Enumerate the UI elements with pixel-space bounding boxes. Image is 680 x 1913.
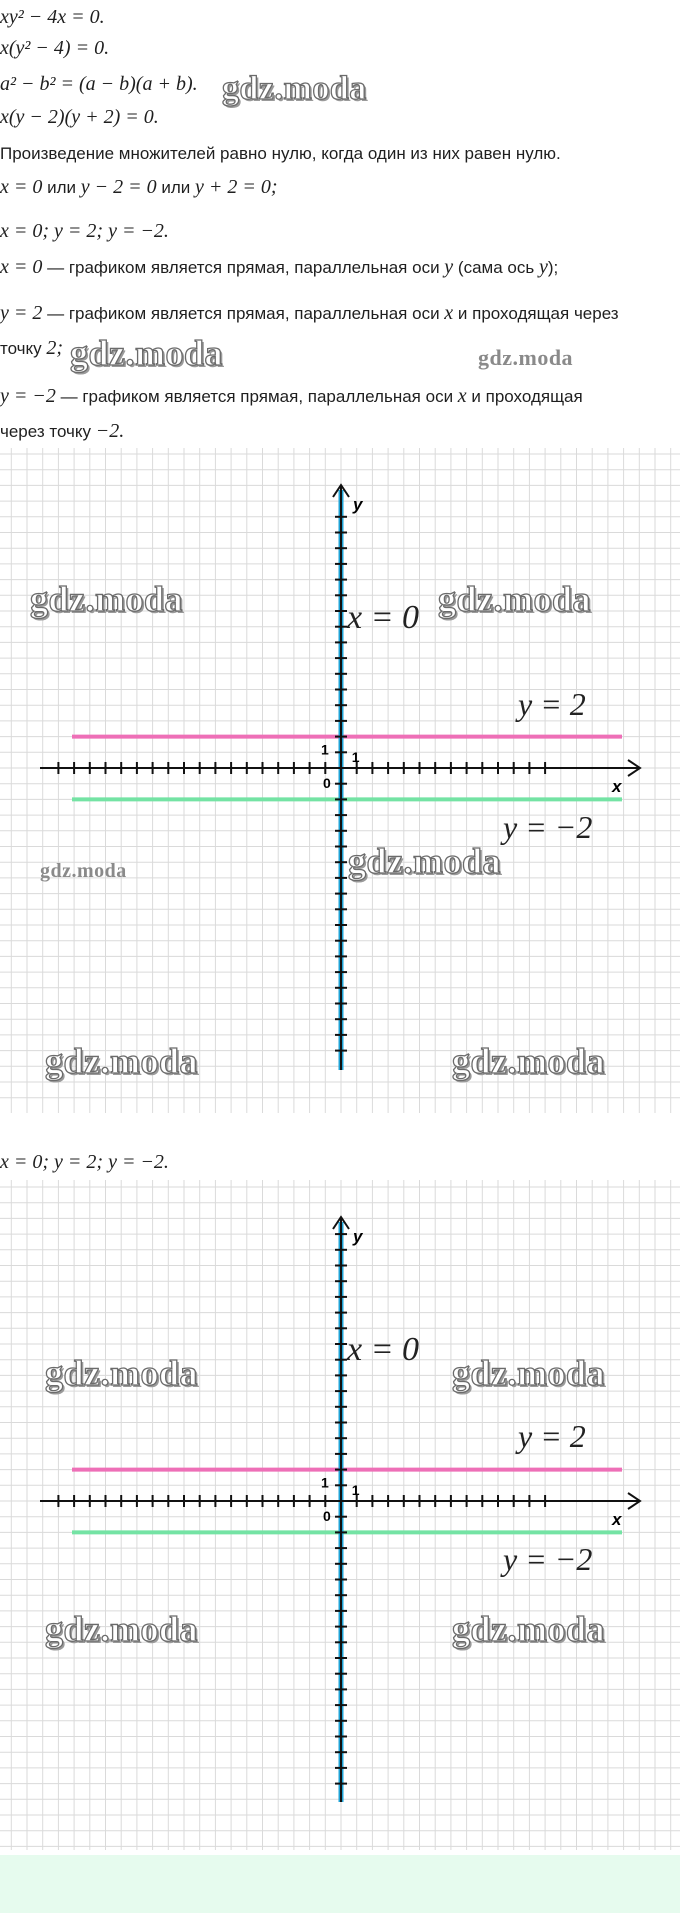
watermark: gdz.moda — [45, 1609, 199, 1649]
equation-1: xy² − 4x = 0. — [0, 6, 105, 28]
point-value: −2. — [95, 420, 125, 442]
axis-name: y — [444, 256, 454, 278]
axis-name: x — [444, 302, 454, 324]
desc-text: точку — [0, 339, 47, 358]
desc-text: и проходящая через — [453, 304, 619, 323]
point-value: 2; — [46, 337, 64, 359]
origin-label: 0 — [323, 775, 331, 791]
desc-text: (сама ось — [453, 258, 539, 277]
desc-text: через точку — [0, 422, 96, 441]
label-y-equals-2: y = 2 — [518, 1418, 586, 1454]
watermark: gdz.moda — [45, 1353, 199, 1393]
equation-2: x(y² − 4) = 0. — [0, 37, 110, 59]
eq-x0: x = 0 — [0, 256, 43, 278]
description-y2-cont — [0, 337, 63, 360]
description-x0 — [0, 256, 558, 279]
unit-x-label: 1 — [351, 749, 360, 765]
watermark: gdz.moda — [70, 333, 224, 373]
case-x0: x = 0 — [0, 176, 43, 198]
x-axis-label: x — [612, 777, 622, 796]
or-word: или — [47, 178, 77, 197]
desc-text: — графиком является прямая, параллельная оси — [42, 258, 445, 277]
description-y2 — [0, 302, 619, 325]
x-axis-label: x — [612, 1510, 622, 1529]
coordinate-plane — [0, 1180, 680, 1850]
desc-text: — графиком является прямая, параллельная оси — [55, 387, 458, 406]
watermark: gdz.moda — [222, 70, 367, 107]
eq-ym2: y = −2 — [0, 385, 56, 407]
watermark: gdz.moda — [452, 1609, 606, 1649]
label-x-equals-0: x = 0 — [347, 1331, 420, 1368]
label-y-equals-minus-2: y = −2 — [503, 809, 593, 845]
y-axis-label: y — [353, 495, 363, 514]
label-y-equals-minus-2: y = −2 — [503, 1541, 593, 1577]
equation-4: x(y − 2)(y + 2) = 0. — [0, 106, 159, 128]
watermark: gdz.moda — [45, 1041, 199, 1081]
equation-3: a² − b² = (a − b)(a + b). — [0, 73, 198, 95]
unit-x-label: 1 — [351, 1482, 360, 1498]
watermark: gdz.moda — [30, 579, 184, 619]
case-y-minus-2: y − 2 = 0 — [80, 176, 157, 198]
solutions-line-repeat: x = 0; y = 2; y = −2. — [0, 1151, 169, 1173]
coordinate-plane — [0, 448, 680, 1113]
watermark: gdz.moda — [348, 841, 502, 881]
watermark: gdz.moda — [438, 579, 592, 619]
desc-text: и проходящая — [466, 387, 583, 406]
desc-text: ); — [547, 258, 559, 277]
desc-text: — графиком является прямая, параллельная оси — [42, 304, 445, 323]
watermark: gdz.moda — [40, 860, 127, 882]
unit-y-label: 1 — [321, 741, 329, 758]
axis-name: x — [457, 385, 467, 407]
axis-name: y — [538, 256, 548, 278]
label-x-equals-0: x = 0 — [347, 599, 420, 636]
graph-1 — [0, 448, 680, 1113]
origin-label: 0 — [323, 1508, 331, 1524]
bottom-band — [0, 1855, 680, 1913]
statement-text: Произведение множителей равно нулю, когда один из них равен нулю. — [0, 144, 561, 163]
y-axis-label: y — [353, 1227, 363, 1246]
watermark: gdz.moda — [478, 345, 574, 370]
graph-2 — [0, 1180, 680, 1850]
watermark: gdz.moda — [452, 1041, 606, 1081]
eq-y2: y = 2 — [0, 302, 43, 324]
description-ym2 — [0, 385, 583, 408]
axis-ticks — [58, 1234, 545, 1784]
cases-line — [0, 176, 278, 199]
unit-y-label: 1 — [321, 1474, 329, 1491]
case-y-plus-2: y + 2 = 0; — [195, 176, 278, 198]
description-ym2-cont — [0, 420, 124, 443]
label-y-equals-2: y = 2 — [518, 686, 586, 722]
watermark: gdz.moda — [452, 1353, 606, 1393]
solutions-line: x = 0; y = 2; y = −2. — [0, 220, 169, 242]
or-word: или — [161, 178, 191, 197]
